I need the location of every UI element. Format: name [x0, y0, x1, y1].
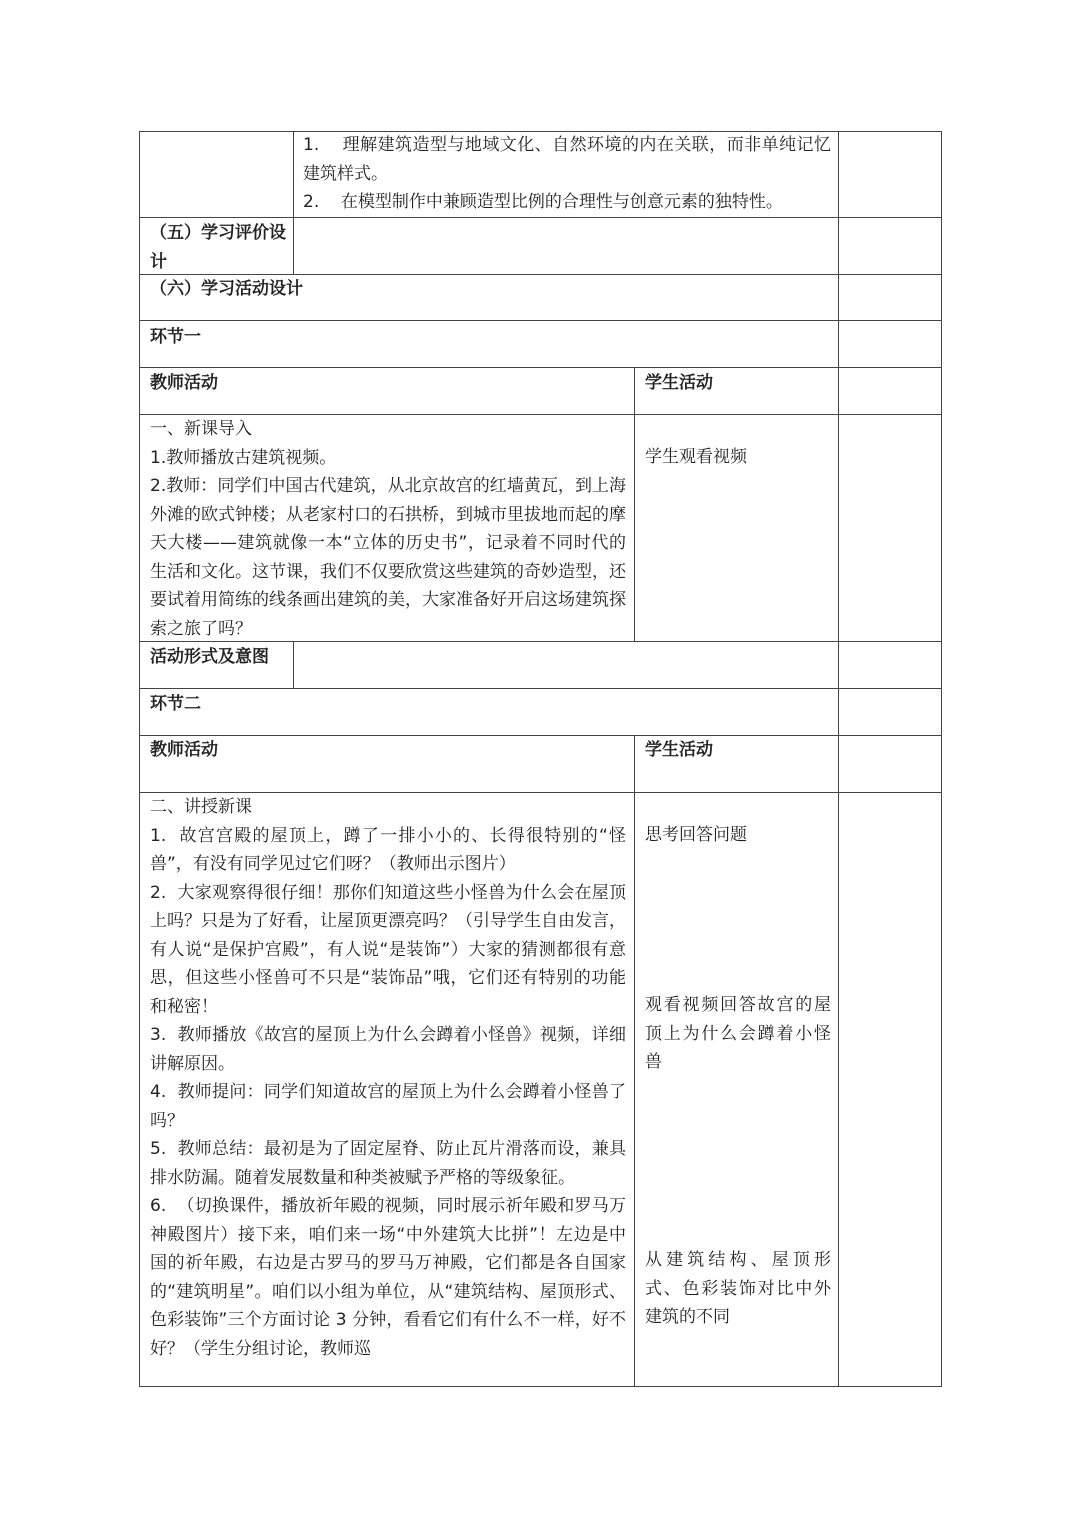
stage1-teacher-header: 教师活动 — [150, 373, 218, 393]
table-border — [293, 641, 294, 688]
table-border — [139, 367, 942, 368]
stage2-student-answer-3: 从建筑结构、屋顶形式、色彩装饰对比中外建筑的不同 — [645, 1250, 831, 1327]
stage2-teacher-line-2: 1. 故宫宫殿的屋顶上，蹲了一排小小的、长得很特别的“怪兽”，有没有同学见过它们呀？（教师出示图片） — [150, 825, 626, 874]
stage2-teacher-line-5: 4. 教师提问：同学们知道故宫的屋顶上为什么会蹲着小怪兽了吗？ — [150, 1082, 626, 1131]
evaluation-label: （五）学习评价设计 — [150, 223, 286, 272]
table-border — [139, 320, 942, 321]
stage2-teacher-line-1: 二、讲授新课 — [150, 797, 252, 817]
stage1-student-content: 学生观看视频 — [645, 447, 747, 467]
table-border — [634, 735, 635, 1386]
table-border — [941, 131, 942, 1386]
table-border — [838, 131, 839, 1386]
stage1-teacher-line-1: 一、新课导入 — [150, 419, 252, 439]
stage1-teacher-content — [150, 415, 626, 643]
difficulty-item-1: 1. 理解建筑造型与地域文化、自然环境的内在关联，而非单纯记忆建筑样式。 — [303, 135, 831, 184]
difficulty-item-2: 2. 在模型制作中兼顾造型比例的合理性与创意元素的独特性。 — [303, 192, 783, 212]
table-border — [139, 1386, 942, 1387]
activity-design-label: （六）学习活动设计 — [150, 279, 303, 299]
stage2-title: 环节二 — [150, 694, 201, 714]
stage1-student-header: 学生活动 — [645, 373, 713, 393]
stage2-student-header: 学生活动 — [645, 740, 713, 760]
difficulty-list — [303, 131, 831, 217]
table-border — [139, 217, 942, 218]
stage2-teacher-line-6: 5. 教师总结：最初是为了固定屋脊、防止瓦片滑落而设，兼具排水防漏。随着发展数量和种类被赋予严格的等级象征。 — [150, 1139, 626, 1188]
table-border — [139, 688, 942, 689]
stage2-teacher-line-3: 2. 大家观察得很仔细！那你们知道这些小怪兽为什么会在屋顶上吗？只是为了好看，让屋顶更漂亮吗？（引导学生自由发言，有人说“是保护宫殿”，有人说“是装饰”）大家的猜测都很有意思，但这些小怪兽可不只是“装饰品”哦，它们还有特别的功能和秘密！ — [150, 882, 626, 1017]
stage1-teacher-line-2: 1.教师播放古建筑视频。 — [150, 447, 337, 468]
stage2-teacher-content — [150, 793, 626, 1385]
activity-form-label: 活动形式及意图 — [150, 647, 269, 667]
stage1-teacher-line-3: 2.教师：同学们中国古代建筑，从北京故宫的红墙黄瓦，到上海外滩的欧式钟楼；从老家村口的石拱桥，到城市里拔地而起的摩天大楼——建筑就像一本“立体的历史书”，记录着不同时代的生活和文化。这节课，我们不仅要欣赏这些建筑的奇妙造型，还要试着用简练的线条画出建筑的美，大家准备好开启这场建筑探索之旅了吗？ — [150, 476, 626, 639]
stage1-title: 环节一 — [150, 327, 201, 347]
stage2-teacher-header: 教师活动 — [150, 740, 218, 760]
stage2-student-answer-1: 思考回答问题 — [645, 825, 747, 845]
stage2-teacher-line-4: 3. 教师播放《故宫的屋顶上为什么会蹲着小怪兽》视频，详细讲解原因。 — [150, 1025, 626, 1074]
stage2-student-answer-2: 观看视频回答故宫的屋顶上为什么会蹲着小怪兽 — [645, 995, 831, 1072]
table-border — [139, 131, 140, 1386]
table-border — [634, 367, 635, 641]
stage2-teacher-line-7: 6. （切换课件，播放祈年殿的视频，同时展示祈年殿和罗马万神殿图片）接下来，咱们来一场“中外建筑大比拼”！左边是中国的祈年殿，右边是古罗马的罗马万神殿，它们都是各自国家的“建筑明星”。咱们以小组为单位，从“建筑结构、屋顶形式、色彩装饰”三个方面讨论 3 分钟，看看它们有什么不一样，好不好？（学生分组讨论，教师巡 — [150, 1196, 626, 1359]
table-border — [293, 131, 294, 274]
